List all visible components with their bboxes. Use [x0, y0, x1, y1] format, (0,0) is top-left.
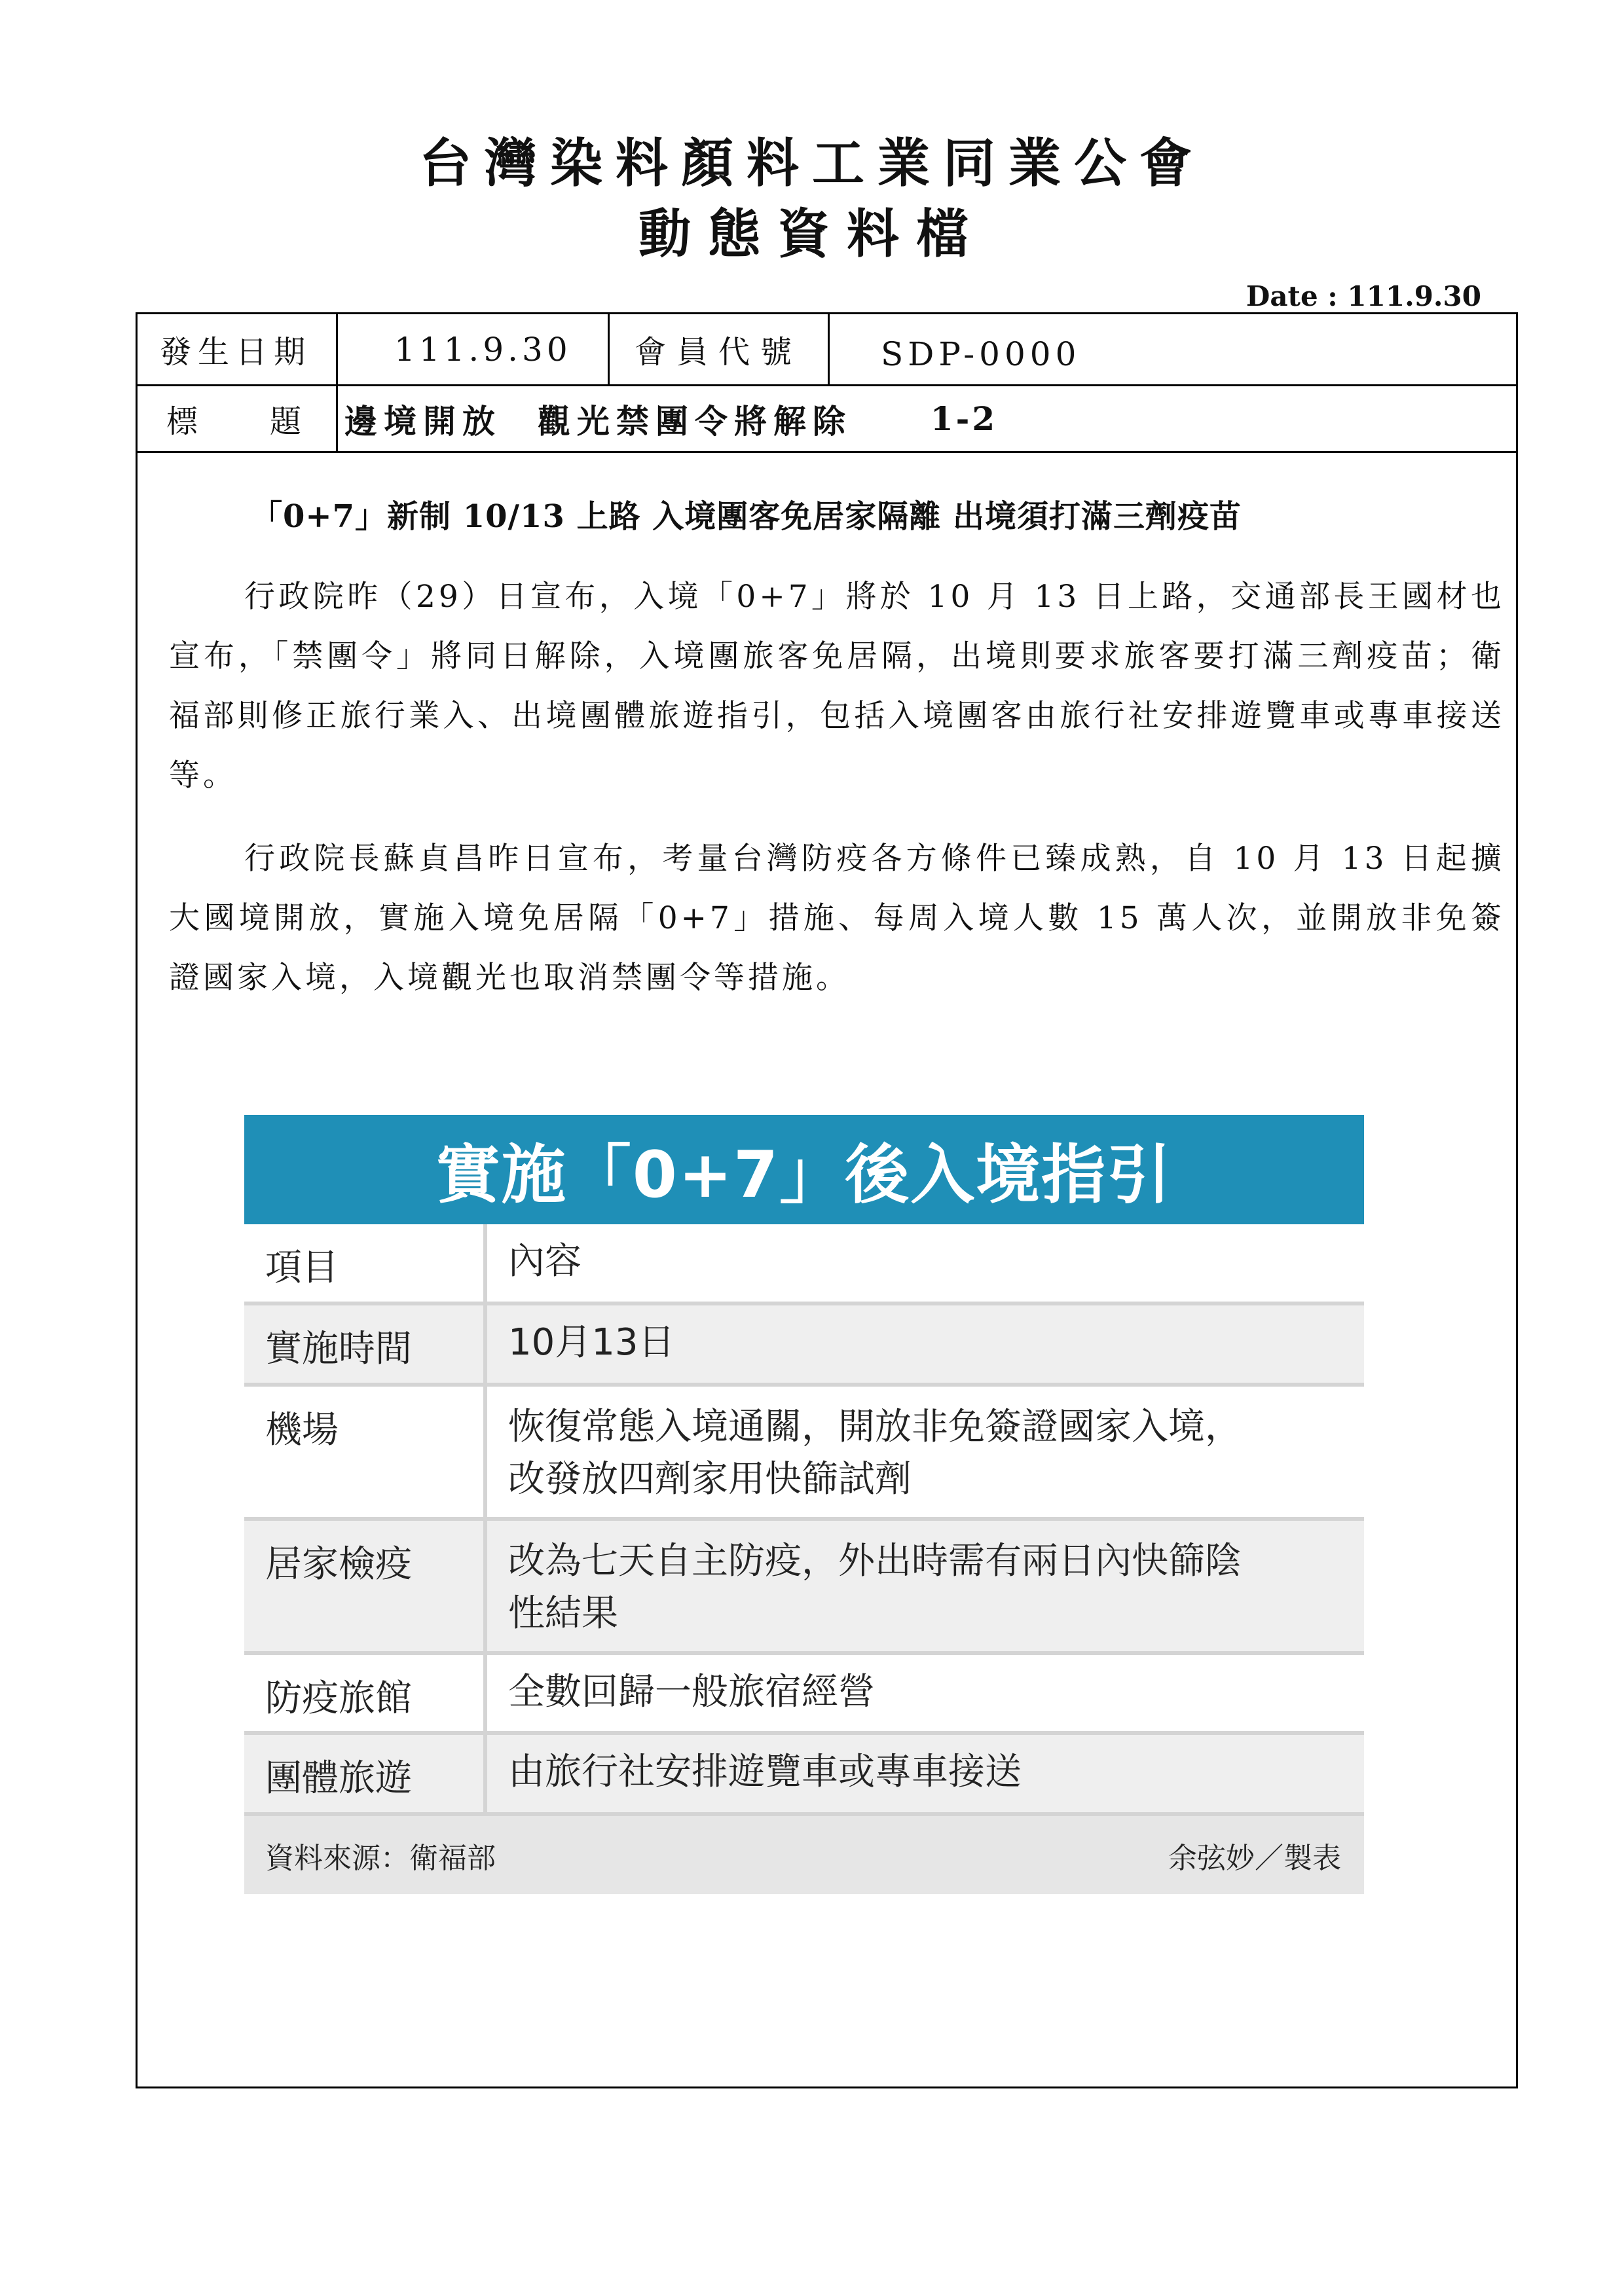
row-value: 10月13日 — [508, 1321, 675, 1364]
row-value-line: 性結果 — [508, 1592, 618, 1635]
meta-row-date-member — [138, 314, 1516, 386]
doc-title: 動態資料檔 — [638, 203, 986, 264]
article-paragraph: 行政院昨（29）日宣布，入境「0+7」將於 10 月 13 日上路，交通部長王國材也宣布，「禁團令」將同日解除，入境團旅客免居隔，出境則要求旅客要打滿三劑疫苗；衛福部則修正旅行業入、出境團體旅遊指引，包括入境團客由旅行社安排遊覽車或專車接送等。 — [169, 579, 1505, 793]
infographic-row — [244, 1655, 1364, 1735]
subject-label-part-b: 題 — [270, 403, 302, 440]
infographic-title: 實施「0+7」後入境指引 — [244, 1115, 1364, 1224]
article-paragraph: 行政院長蘇貞昌昨日宣布，考量台灣防疫各方條件已臻成熟，自 10 月 13 日起擴大國境開放，實施入境免居隔「0+7」措施、每周入境人數 15 萬人次，並開放非免簽證國家入境，入境觀光也取消禁團令等措施。 — [169, 841, 1505, 996]
org-title: 台灣染料顏料工業同業公會 — [419, 132, 1205, 194]
subject-label-part-a: 標 — [166, 403, 198, 440]
infographic-footer — [244, 1816, 1364, 1894]
row-value: 全數回歸一般旅宿經營 — [508, 1671, 875, 1713]
row-value-line: 恢復常態入境通關，開放非免簽證國家入境， — [508, 1406, 1242, 1448]
column-header-item: 項目 — [244, 1224, 487, 1302]
infographic-source: 資料來源：衛福部 — [265, 1841, 496, 1875]
infographic-row — [244, 1305, 1364, 1387]
subject-label — [138, 386, 338, 451]
member-code-value: SDP-0000 — [881, 335, 1081, 373]
subject-number: 1-2 — [930, 399, 998, 438]
subject-text: 邊境開放 觀光禁團令將解除 — [344, 401, 852, 441]
row-key: 實施時間 — [244, 1305, 487, 1383]
row-value — [487, 1521, 1364, 1651]
row-key: 團體旅遊 — [244, 1735, 487, 1812]
article-headline: 「0+7」新制 10/13 上路 入境團客免居家隔離 出境須打滿三劑疫苗 — [251, 498, 1242, 535]
subject-value — [338, 386, 1520, 451]
infographic-row — [244, 1387, 1364, 1521]
entry-guide-infographic — [244, 1115, 1364, 1894]
row-value-line: 改發放四劑家用快篩試劑 — [508, 1458, 912, 1501]
row-value-line: 改為七天自主防疫，外出時需有兩日內快篩陰 — [508, 1540, 1242, 1582]
column-header-content: 內容 — [508, 1240, 581, 1283]
row-value: 由旅行社安排遊覽車或專車接送 — [508, 1751, 1022, 1793]
row-key: 防疫旅館 — [244, 1655, 487, 1731]
infographic-row — [244, 1735, 1364, 1816]
date-label: 發生日期 — [138, 314, 338, 384]
infographic-credit: 余弦妙／製表 — [1168, 1841, 1341, 1875]
infographic-header-row — [244, 1224, 1364, 1305]
infographic-row — [244, 1521, 1364, 1655]
row-value — [487, 1387, 1364, 1517]
member-code-label: 會員代號 — [610, 314, 830, 384]
document-date: Date : 111.9.30 — [1246, 280, 1481, 312]
row-key: 居家檢疫 — [244, 1521, 487, 1651]
row-key: 機場 — [244, 1387, 487, 1517]
date-value: 111.9.30 — [338, 314, 610, 384]
meta-row-subject — [138, 386, 1516, 453]
